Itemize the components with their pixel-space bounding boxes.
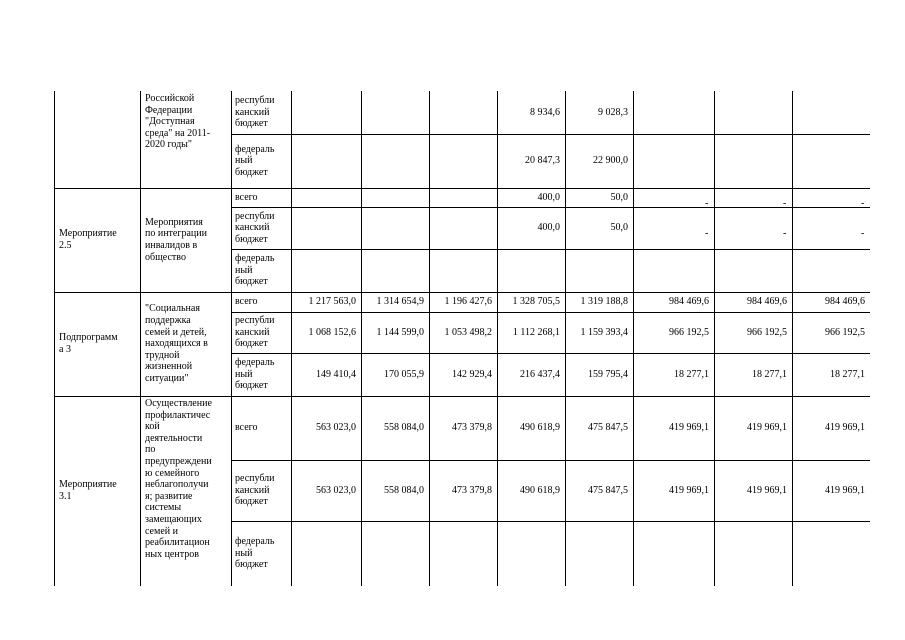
value-cell: 142 929,4: [452, 368, 492, 380]
value-dash: -: [783, 228, 787, 239]
funding-source: ный: [235, 368, 253, 380]
funding-source: бюджет: [235, 118, 268, 130]
row-description: среда" на 2011-: [145, 127, 211, 139]
row-description: находящихся в: [145, 338, 208, 350]
value-cell: 490 618,9: [520, 422, 560, 434]
value-cell: 490 618,9: [520, 484, 560, 496]
value-cell: 400,0: [537, 222, 560, 234]
funding-source: ный: [235, 547, 253, 559]
row-description: деятельности: [145, 432, 203, 444]
value-cell: 1 319 188,8: [580, 296, 628, 308]
funding-source: канский: [235, 222, 270, 234]
row-description: поддержка: [145, 315, 191, 326]
funding-source: республи: [235, 95, 275, 107]
value-cell: 50,0: [610, 222, 628, 234]
value-cell: 419 969,1: [669, 484, 709, 496]
funding-source: бюджет: [235, 338, 268, 350]
funding-source: бюджет: [235, 276, 268, 288]
funding-source: бюджет: [235, 559, 268, 571]
funding-source: канский: [235, 484, 270, 496]
value-cell: 475 847,5: [588, 484, 628, 496]
row-description: жизненной: [145, 361, 193, 373]
row-label: Мероприятие: [59, 479, 117, 491]
value-dash: -: [861, 228, 865, 239]
value-cell: 473 379,8: [452, 484, 492, 496]
value-cell: 558 084,0: [384, 422, 424, 434]
value-cell: 966 192,5: [825, 326, 865, 338]
row-description: реабилитацион: [145, 537, 210, 549]
row-label: Мероприятие: [59, 228, 117, 240]
row-description: "Социальная: [145, 303, 200, 315]
value-cell: 419 969,1: [825, 422, 865, 434]
row-description: "Доступная: [145, 116, 195, 128]
row-description: ситуации": [145, 373, 189, 384]
funding-source: федераль: [235, 357, 275, 369]
value-cell: 20 847,3: [525, 155, 560, 167]
value-cell: 984 469,6: [669, 296, 709, 308]
value-dash: -: [783, 197, 787, 209]
row-description: Российской: [145, 93, 195, 104]
value-cell: 18 277,1: [830, 368, 865, 380]
row-description: по: [145, 444, 156, 456]
funding-source: бюджет: [235, 233, 268, 245]
funding-source: всего: [235, 422, 258, 434]
funding-source: канский: [235, 326, 270, 338]
value-cell: 149 410,4: [316, 368, 356, 380]
value-cell: 984 469,6: [747, 296, 787, 308]
value-dash: -: [705, 228, 709, 239]
row-description: семей и: [145, 525, 178, 537]
row-description: ных центров: [145, 548, 199, 560]
row-description: ю семейного: [145, 467, 200, 479]
funding-source: республи: [235, 210, 275, 222]
value-cell: 8 934,6: [530, 106, 560, 118]
value-cell: 1 159 393,4: [580, 326, 628, 338]
value-cell: 159 795,4: [588, 368, 628, 380]
funding-source: бюджет: [235, 166, 268, 178]
value-cell: 1 053 498,2: [444, 326, 492, 338]
row-description: системы: [145, 502, 182, 514]
value-cell: 419 969,1: [747, 484, 787, 496]
row-description: Осуществление: [145, 398, 212, 409]
budget-table: [54, 91, 870, 586]
row-label: а 3: [59, 344, 71, 355]
funding-source: ный: [235, 155, 253, 167]
row-description: инвалидов в: [145, 240, 198, 251]
funding-source: федераль: [235, 536, 275, 548]
value-cell: 563 023,0: [316, 484, 356, 496]
funding-source: республи: [235, 315, 275, 327]
funding-source: бюджет: [235, 496, 268, 508]
value-cell: 18 277,1: [674, 368, 709, 380]
value-cell: 1 328 705,5: [512, 296, 560, 308]
value-cell: 419 969,1: [825, 484, 865, 496]
value-cell: 419 969,1: [747, 422, 787, 434]
value-cell: 1 196 427,6: [444, 296, 492, 308]
value-cell: 400,0: [537, 191, 560, 203]
value-cell: 9 028,3: [598, 106, 628, 118]
funding-source: всего: [235, 191, 258, 203]
value-cell: 22 900,0: [593, 155, 628, 167]
funding-source: всего: [235, 296, 258, 308]
value-cell: 558 084,0: [384, 484, 424, 496]
funding-source: республи: [235, 473, 275, 485]
row-description: я; развитие: [145, 490, 193, 502]
funding-source: канский: [235, 106, 270, 118]
row-description: трудной: [145, 349, 180, 361]
funding-source: федераль: [235, 143, 275, 155]
value-cell: 419 969,1: [669, 422, 709, 434]
value-cell: 966 192,5: [669, 326, 709, 338]
row-description: профилактичес: [145, 409, 211, 421]
funding-source: ный: [235, 264, 253, 276]
value-dash: -: [705, 197, 709, 209]
value-cell: 1 112 268,1: [512, 326, 560, 338]
row-description: Федерации: [145, 104, 193, 116]
row-description: неблагополучи: [145, 479, 209, 491]
value-cell: 170 055,9: [384, 368, 424, 380]
value-cell: 18 277,1: [752, 368, 787, 380]
row-description: замещающих: [145, 514, 202, 525]
value-cell: 475 847,5: [588, 422, 628, 434]
value-cell: 966 192,5: [747, 326, 787, 338]
value-dash: -: [861, 197, 865, 209]
value-cell: 216 437,4: [520, 368, 560, 380]
value-cell: 473 379,8: [452, 422, 492, 434]
value-cell: 1 068 152,6: [308, 326, 356, 338]
value-cell: 1 314 654,9: [376, 296, 424, 308]
value-cell: 50,0: [610, 191, 628, 203]
row-label: 3.1: [59, 491, 72, 502]
row-description: предупреждени: [145, 456, 212, 467]
row-description: кой: [145, 421, 160, 433]
row-label: Подпрограмм: [59, 332, 118, 344]
value-cell: 984 469,6: [825, 296, 865, 308]
value-cell: 1 217 563,0: [308, 296, 356, 308]
row-description: семей и детей,: [145, 326, 207, 338]
value-cell: 1 144 599,0: [376, 326, 424, 338]
row-description: Мероприятия: [145, 216, 203, 228]
value-cell: 563 023,0: [316, 422, 356, 434]
row-description: общество: [145, 251, 186, 263]
funding-source: бюджет: [235, 380, 268, 392]
row-description: по интеграции: [145, 228, 207, 240]
row-label: 2.5: [59, 240, 72, 251]
funding-source: федераль: [235, 253, 275, 265]
row-description: 2020 годы": [145, 139, 192, 151]
